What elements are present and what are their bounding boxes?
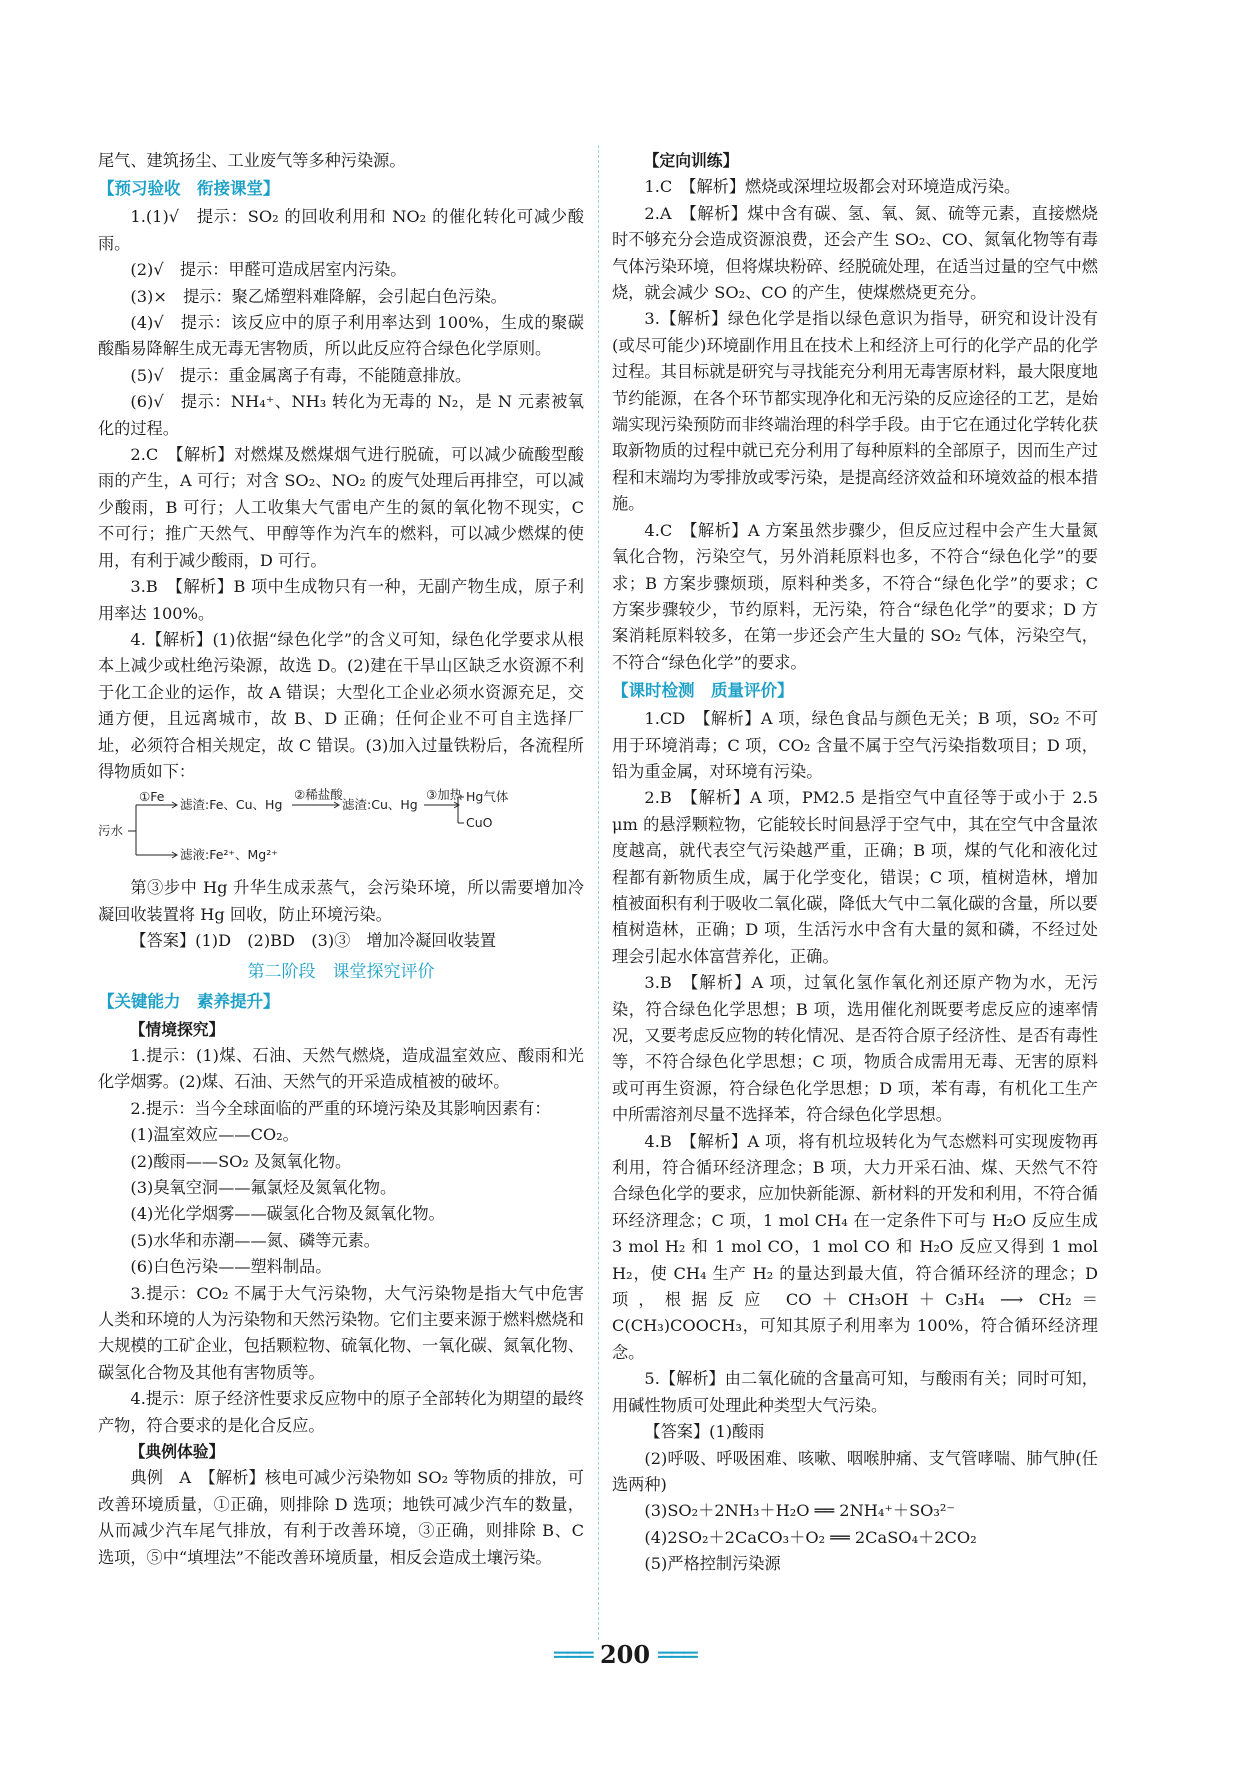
assessment-3: 3.B 【解析】A 项，过氧化氢作氧化剂还原产物为水，无污染，符合绿色化学思想；B 项，选用催化剂既要考虑反应的速率情况，又要考虑反应物的转化情况、是否符合原子经济性、是否有毒性等，不符合绿色化学思想；C 项，物质合成需用无毒、无害的原料或可再生资源，符合绿色化学思想；D 项，苯有毒，有机化工生产中所需溶剂尽量不选择苯，符合绿色化学思想。 (612, 973, 1098, 1125)
answer-4-step3: 第③步中 Hg 升华生成汞蒸气，会污染环境，所以需要增加冷凝回收装置将 Hg 回收，防止环境污染。 (98, 878, 584, 924)
section-heading-key-ability: 【 关键能力 素养提升 】 (98, 989, 584, 1015)
pollution-item-1: (1)温室效应——CO₂。 (130, 1125, 299, 1145)
answer-4-final: 【答案】(1)D (2)BD (3)③ 增加冷凝回收装置 (130, 931, 497, 951)
diagram-solid-1: 滤渣:Fe、Cu、Hg (180, 797, 283, 813)
assessment-5-answer-1: 【答案】(1)酸雨 (644, 1422, 765, 1442)
example-answer: 典例 A 【解析】核电可减少污染物如 SO₂ 等物质的排放，可改善环境质量，①正确，则排除 D 选项；地铁可减少汽车的数量，从而减少汽车尾气排放，有利于改善环境，③正确，则排除 B、C 选项，⑤中“填埋法”不能改善环境质量，相反会造成土壤污染。 (98, 1468, 584, 1567)
subheading-scenario: 【情境探究】 (129, 1019, 225, 1039)
subheading-example: 【典例体验】 (129, 1442, 225, 1462)
answer-1-5: (5)√ 提示：重金属离子有毒，不能随意排放。 (130, 365, 472, 385)
section-heading-assessment: 【 课时检测 质量评价 】 (612, 678, 1098, 704)
process-flow-diagram (98, 787, 584, 871)
diagram-gas: Hg气体 (466, 789, 509, 805)
pollution-item-6: (6)白色污染——塑料制品。 (130, 1257, 332, 1277)
training-2: 2.A 【解析】煤中含有碳、氢、氧、氮、硫等元素，直接燃烧时不够充分会造成资源浪费，还会产生 SO₂、CO、氮氧化物等有毒气体污染环境，但将煤块粉碎、经脱硫处理，在适当过量的空气中燃烧，就会减少 SO₂、CO 的产生，使煤燃烧更充分。 (612, 203, 1098, 303)
diagram-acid-step: ②稀盐酸 (294, 787, 343, 803)
pollution-item-2: (2)酸雨——SO₂ 及氮氧化物。 (130, 1151, 352, 1171)
answer-2: 2.C 【解析】对燃煤及燃煤烟气进行脱硫，可以减少硫酸型酸雨的产生，A 可行；对含 SO₂、NO₂ 的废气处理后再排空，可以减少酸雨，B 可行；人工收集大气雷电产生的氮的氧化物不现实，C 不可行；推广天然气、甲醇等作为汽车的燃料，可以减少燃煤的使用，有利于减少酸雨，D 可行。 (98, 445, 584, 570)
training-1: 1.C 【解析】燃烧或深埋垃圾都会对环境造成污染。 (644, 177, 1021, 197)
stage-heading: 第二阶段 课堂探究评价 (247, 961, 435, 982)
assessment-4: 4.B 【解析】A 项，将有机垃圾转化为气态燃料可实现废物再利用，符合循环经济理念；B 项，大力开采石油、煤、天然气不符合绿色化学的要求，应加快新能源、新材料的开发和利用，不符合循环经济理念；C 项，1 mol CH₄ 在一定条件下可与 H₂O 反应生成 3 mol H₂ 和 1 mol CO，1 mol CO 和 H₂O 反应又得到 1 mol H₂，使 CH₄ 生产 H₂ 的量达到最大值，符合循环经济的理念；D 项，根据反应 CO＋CH₃OH＋C₃H₄ ⟶ CH₂＝C(CH₃)COOCH₃，可知其原子利用率为 100%，符合循环经济理念。 (612, 1131, 1098, 1362)
answer-1-3: (3)× 提示：聚乙烯塑料难降解，会引起白色污染。 (130, 286, 507, 306)
assessment-1: 1.CD 【解析】A 项，绿色食品与颜色无关；B 项，SO₂ 不可用于环境消毒；C 项，CO₂ 含量不属于空气污染指数项目；D 项，铅为重金属，对环境有污染。 (612, 709, 1098, 781)
scenario-2: 2.提示：当今全球面临的严重的环境污染及其影响因素有： (130, 1098, 551, 1118)
scenario-3: 3.提示：CO₂ 不属于大气污染物，大气污染物是指大气中危害人类和环境的人为污染物和天然污染物。它们主要来源于燃料燃烧和大规模的工矿企业，包括颗粒物、硫氧化物、一氧化碳、氮氧化物、碳氢化合物及其他有害物质等。 (98, 1283, 584, 1382)
diagram-solid-2: 滤渣:Cu、Hg (342, 797, 418, 813)
training-3: 3.【解析】绿色化学是指以绿色意识为指导，研究和设计没有(或尽可能少)环境副作用且在技术上和经济上可行的化学产品的化学过程。其目标就是研究与寻找能充分利用无毒害原材料，最大限度地节约能源，在各个环节都实现净化和无污染的反应途径的工艺，是始端实现污染预防而非终端治理的科学手段。由于它在通过化学转化获取新物质的过程中就已充分利用了每种原料的全部原子，因而生产过程和末端均为零排放或零污染，是提高经济效益和环境效益的根本措施。 (612, 309, 1098, 514)
page-number-footer (0, 1640, 1250, 1669)
assessment-5-answer-3: (3)SO₂＋2NH₃＋H₂O ══ 2NH₄⁺＋SO₃²⁻ (644, 1501, 955, 1521)
scenario-4: 4.提示：原子经济性要求反应物中的原子全部转化为期望的最终产物，符合要求的是化合反应。 (98, 1389, 584, 1435)
assessment-5: 5.【解析】由二氧化硫的含量高可知，与酸雨有关；同时可知，用碱性物质可处理此种类型大气污染。 (612, 1369, 1098, 1415)
pollution-item-5: (5)水华和赤潮——氮、磷等元素。 (130, 1230, 380, 1250)
right-column (612, 148, 1098, 1578)
section-heading-preview: 【 预习验收 衔接课堂 】 (98, 176, 584, 202)
answer-1-6: (6)√ 提示：NH₄⁺、NH₃ 转化为无毒的 N₂，是 N 元素被氧化的过程。 (98, 392, 584, 438)
diagram-heat-step: ③加热 (426, 787, 463, 803)
footer-ornament-right: ═══ (658, 1641, 696, 1669)
diagram-source: 污水 (98, 823, 124, 839)
footer-ornament-left: ═══ (554, 1641, 592, 1669)
page-number: 200 (599, 1640, 651, 1669)
left-column (98, 148, 584, 1571)
scenario-1: 1.提示：(1)煤、石油、天然气燃烧，造成温室效应、酸雨和光化学烟雾。(2)煤、石油、天然气的开采造成植被的破坏。 (98, 1045, 584, 1092)
subheading-training: 【定向训练】 (643, 151, 739, 170)
assessment-5-answer-4: (4)2SO₂＋2CaCO₃＋O₂ ══ 2CaSO₄＋2CO₂ (644, 1527, 977, 1547)
pollution-item-3: (3)臭氧空洞——氟氯烃及氮氧化物。 (130, 1178, 397, 1197)
answer-1-1: 1.(1)√ 提示：SO₂ 的回收利用和 NO₂ 的催化转化可减少酸雨。 (98, 207, 584, 253)
assessment-2: 2.B 【解析】A 项，PM2.5 是指空气中直径等于或小于 2.5 μm 的悬浮颗粒物，它能较长时间悬浮于空气中，其在空气中含量浓度越高，就代表空气污染越严重，正确；B 项，煤的气化和液化过程都有新物质生成，属于化学变化，错误；C 项，植树造林，增加植被面积有利于吸收二氧化碳，降低大气中二氧化碳的含量，所以要植树造林，正确；D 项，生活污水中含有大量的氮和磷，不经过处理会引起水体富营养化，正确。 (612, 788, 1098, 966)
answer-4: 4.【解析】(1)依据“绿色化学”的含义可知，绿色化学要求从根本上减少或杜绝污染源，故选 D。(2)建在干旱山区缺乏水资源不利于化工企业的运作，故 A 错误；大型化工企业必须水资源充足，交通方便，且远离城市，故 B、D 正确；任何企业不可自主选择厂址，必须符合相关规定，故 C 错误。(3)加入过量铁粉后，各流程所得物质如下： (98, 629, 584, 781)
column-divider (598, 145, 599, 1640)
assessment-5-answer-5: (5)严格控制污染源 (644, 1554, 781, 1574)
answer-1-2: (2)√ 提示：甲醛可造成居室内污染。 (130, 260, 407, 280)
diagram-fe-step: ①Fe (139, 789, 165, 805)
intro-text: 尾气、建筑扬尘、工业废气等多种污染源。 (98, 151, 406, 170)
diagram-liquid: 滤液:Fe²⁺、Mg²⁺ (180, 847, 278, 863)
training-4: 4.C 【解析】A 方案虽然步骤少，但反应过程中会产生大量氮氧化合物，污染空气，另外消耗原料也多，不符合“绿色化学”的要求；B 方案步骤烦琐，原料种类多，不符合“绿色化学”的要求；C 方案步骤较少，节约原料，无污染，符合“绿色化学”的要求；D 方案消耗原料较多，在第一步还会产生大量的 SO₂ 气体，污染空气，不符合“绿色化学”的要求。 (612, 520, 1098, 672)
answer-3: 3.B 【解析】B 项中生成物只有一种，无副产物生成，原子利用率达 100%。 (98, 577, 584, 623)
assessment-5-answer-2: (2)呼吸、呼吸困难、咳嗽、咽喉肿痛、支气管哮喘、肺气肿(任选两种) (612, 1448, 1098, 1494)
pollution-item-4: (4)光化学烟雾——碳氢化合物及氮氧化物。 (130, 1204, 445, 1224)
answer-1-4: (4)√ 提示：该反应中的原子利用率达到 100%，生成的聚碳酸酯易降解生成无毒无害物质，所以此反应符合绿色化学原则。 (98, 313, 584, 359)
diagram-cuo: CuO (466, 815, 493, 831)
